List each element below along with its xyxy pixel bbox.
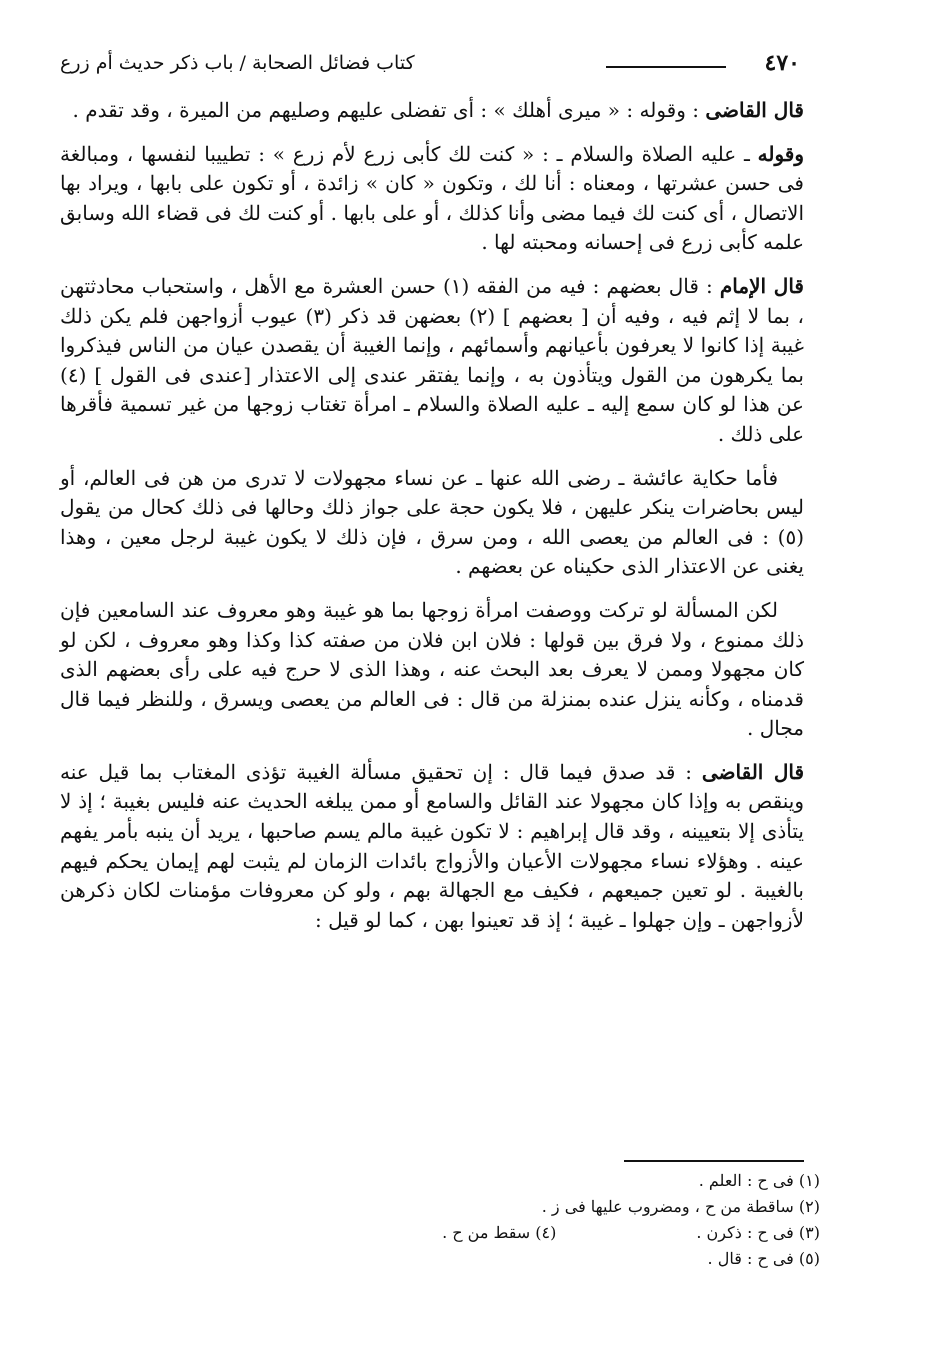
footnotes	[60, 1168, 820, 1272]
paragraph	[60, 596, 804, 744]
paragraph-text: : قد صدق فيما قال : إن تحقيق مسألة الغيبة تؤذى المغتاب بما قيل عنه وينقص به وإذا كان مجهولا عند القائل والسامع أو ممن يبلغه الحديث عنه فليس بغيبة ؛ إذ لا يتأذى إلا بتعيينه ، وقد قال إبراهيم : لا تكون غيبة مالم يسم صاحبها ، يريد أن ينبه بأمر يفهم عينه . وهؤلاء نساء مجهولات الأعيان والأزواج بائدات الزمان لم يثبت لهم إيمان يحكم فيهم بالغيبة . لو تعين جميعهم ، فكيف مع الجهالة بهم ، ولو كن معروفات مؤمنات لكان ذكرهن لأزواجهن ـ وإن جهلوا ـ غيبة ؛ إذ قد تعينوا بهن ، كما لو قيل :	[60, 759, 804, 932]
paragraph	[60, 96, 804, 126]
page-number: ٤٧٠	[764, 50, 800, 76]
footnote-row	[60, 1194, 820, 1220]
footnote-row	[60, 1220, 820, 1246]
footnote-rule	[624, 1160, 804, 1162]
paragraph	[60, 758, 804, 936]
page-header	[60, 48, 800, 82]
main-text	[60, 96, 804, 949]
paragraph	[60, 140, 804, 258]
paragraph-text: ـ عليه الصلاة والسلام ـ : « كنت لك كأبى زرع لأم زرع » : تطييبا لنفسها ، ومبالغة فى حسن عشرتها ، ومعناه : أنا لك ، وتكون « كان » زائدة ، أو تكون على بابها ، ويراد بها الاتصال ، أى كنت لك فيما مضى وأنا كذلك ، أو على بابها . أو كنت لك فى قضاء الله وسابق علمه كأبى زرع فى إحسانه ومحبته لها .	[60, 141, 805, 255]
paragraph-text: فأما حكاية عائشة ـ رضى الله عنها ـ عن نساء مجهولات لا تدرى من هن فى العالم، أو ليس بحاضرات ينكر عليهن ، فلا يكون حجة على جواز ذلك وحالها فى ذلك كحال من يقول (٥) : فى العالم من يعصى الله ، ومن سرق ، فإن ذلك لا يكون غيبة لرجل معين ، وهذا يغنى عن الاعتذار الذى حكيناه عن بعضهم .	[60, 465, 804, 579]
running-title: كتاب فضائل الصحابة / باب ذكر حديث أم زرع	[60, 52, 415, 74]
footnote-row	[60, 1246, 820, 1272]
paragraph-lead: قال الإمام	[719, 273, 804, 298]
footnote: (١) فى ح : العلم .	[698, 1171, 820, 1190]
paragraph-lead: قال القاضى	[701, 759, 805, 784]
footnote: (٢) ساقطة من ح ، ومضروب عليها فى ز .	[541, 1197, 820, 1216]
paragraph-lead: وقوله	[757, 141, 805, 166]
paragraph	[60, 272, 804, 450]
footnote-row	[60, 1168, 820, 1194]
paragraph-text: : وقوله : « ميرى أهلك » : أى تفضلى عليهم وصليهم من الميرة ، وقد تقدم .	[72, 98, 706, 122]
paragraph-text: : قال بعضهم : فيه من الفقه (١) حسن العشرة مع الأهل ، واستحباب محادثتهن ، بما لا إثم فيه ، وفيه أن [ بعضهم ] (٢) بعضهن قد ذكر (٣) عيوب أزواجهن فلم يكن ذلك غيبة إذا كانوا لا يعرفون بأعيانهم وأسمائهم ، وإنما الغيبة أن يقصدن عيان من الناس فيذكروا بما يكرهون من القول ويتأذون به ، وإنما يفتقر عندى إلى الاعتذار [عندى فى القول ] (٤) عن هذا لو كان سمع إليه ـ عليه الصلاة والسلام ـ امرأة تغتاب زوجها من غير تسمية فأقرها على ذلك .	[60, 273, 804, 446]
paragraph-lead: قال القاضى	[705, 98, 804, 122]
footnote: (٤) سقط من ح .	[442, 1223, 557, 1242]
paragraph-text: لكن المسألة لو تركت ووصفت امرأة زوجها بما هو غيبة وهو معروف عند السامعين فإن ذلك ممنوع ، ولا فرق بين قولها : فلان ابن فلان من صفته كذا وكذا وهو معروف ، لكن لو كان مجهولا وممن لا يعرف بعد البحث عنه ، وهذا الذى لا حرج فيه على رأى بعضهم الذى قدمناه ، وكأنه ينزل عنده بمنزلة من قال : فى العالم من يعصى ويسرق ، وللنظر فيما قال مجال .	[60, 597, 804, 741]
paragraph	[60, 464, 804, 582]
header-rule	[606, 66, 726, 68]
footnote: (٣) فى ح : ذكرن .	[696, 1223, 820, 1242]
footnote: (٥) فى ح : قال .	[707, 1249, 820, 1268]
